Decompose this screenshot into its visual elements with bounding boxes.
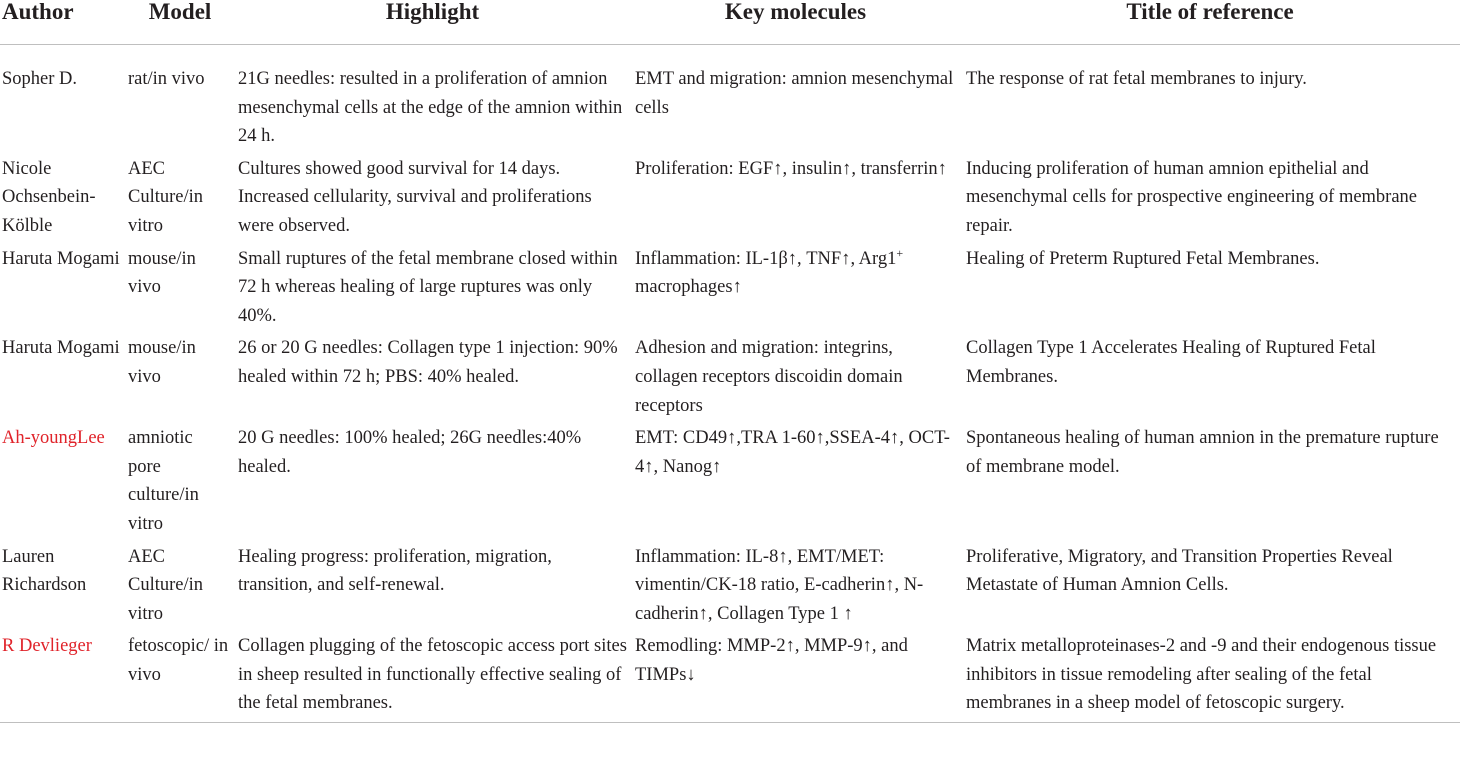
- model-cell: rat/in vivo: [128, 69, 205, 89]
- key-molecules-cell: [631, 245, 960, 335]
- author-link[interactable]: R Devlieger: [2, 636, 92, 657]
- key-molecules-cell: Adhesion and migration: integrins, collagen receptors discoidin domain receptors: [635, 338, 903, 416]
- table-row: [0, 334, 1460, 424]
- key-molecules-cell: Remodling: MMP-2↑, MMP-9↑, and TIMPs↓: [631, 632, 960, 722]
- key-molecules-cell: Inflammation: IL-8↑, EMT/MET: vimentin/CK-18 ratio, E-cadherin↑, N-cadherin↑, Collagen Type 1 ↑: [635, 546, 924, 624]
- author-cell: Haruta Mogami: [2, 338, 120, 359]
- author-cell: [0, 424, 126, 542]
- model-cell: fetoscopic/ in vivo: [126, 632, 234, 722]
- header-highlight: Highlight: [234, 0, 631, 45]
- highlight-cell: 26 or 20 G needles: Collagen type 1 injection: 90% healed within 72 h; PBS: 40% healed.: [238, 338, 618, 387]
- reference-title-cell: Healing of Preterm Ruptured Fetal Membranes.: [966, 248, 1320, 269]
- key-molecules-text-tail: macrophages↑: [635, 277, 742, 298]
- header-title-of-reference: Title of reference: [960, 0, 1460, 45]
- author-cell: Sopher D.: [2, 69, 78, 89]
- key-molecules-cell: EMT: CD49↑,TRA 1-60↑,SSEA-4↑, OCT-4↑, Nanog↑: [635, 428, 950, 477]
- reference-title-cell: Proliferative, Migratory, and Transition Properties Reveal Metastate of Human Amnion Cells.: [966, 546, 1393, 596]
- author-cell: Lauren Richardson: [2, 546, 87, 596]
- reference-title-cell: Inducing proliferation of human amnion epithelial and mesenchymal cells for prospective engineering of membrane repair.: [966, 158, 1418, 236]
- highlight-cell: 20 G needles: 100% healed; 26G needles:40% healed.: [238, 428, 582, 477]
- author-cell: Haruta Mogami: [2, 248, 120, 269]
- model-cell: mouse/in vivo: [128, 248, 196, 298]
- table-row: [0, 424, 1460, 542]
- highlight-cell: Healing progress: proliferation, migration, transition, and self-renewal.: [238, 546, 552, 596]
- header-author: Author: [0, 0, 126, 45]
- superscript-plus: +: [896, 245, 904, 260]
- key-molecules-cell: Proliferation: EGF↑, insulin↑, transferrin↑: [635, 158, 947, 179]
- reference-title-cell: Collagen Type 1 Accelerates Healing of Ruptured Fetal Membranes.: [966, 338, 1376, 387]
- author-cell: [0, 632, 126, 722]
- table-row: [0, 45, 1460, 155]
- highlight-cell: 21G needles: resulted in a proliferation of amnion mesenchymal cells at the edge of the amnion within 24 h.: [238, 69, 623, 147]
- reference-title-cell: The response of rat fetal membranes to injury.: [966, 69, 1307, 89]
- model-cell: amniotic pore culture/in vitro: [128, 428, 199, 534]
- header-row: [0, 0, 1460, 45]
- highlight-cell: Small ruptures of the fetal membrane closed within 72 h whereas healing of large ruptures was only 40%.: [238, 248, 618, 326]
- key-molecules-cell: EMT and migration: amnion mesenchymal cells: [635, 69, 954, 118]
- reference-title-cell: Matrix metalloproteinases-2 and -9 and their endogenous tissue inhibitors in tissue remodeling after sealing of the fetal membranes in a sheep model of fetoscopic surgery.: [960, 632, 1460, 722]
- model-cell: AEC Culture/in vitro: [128, 158, 204, 236]
- model-cell: AEC Culture/in vitro: [128, 546, 204, 624]
- author-cell: Nicole Ochsenbein-Kölble: [2, 158, 96, 236]
- table-row: [0, 543, 1460, 633]
- author-link[interactable]: Ah-youngLee: [2, 428, 105, 449]
- header-key-molecules: Key molecules: [631, 0, 960, 45]
- table-row: [0, 155, 1460, 245]
- model-cell: mouse/in vivo: [128, 338, 196, 387]
- key-molecules-text: Inflammation: IL-1β↑, TNF↑, Arg1: [635, 248, 897, 269]
- table-row: [0, 245, 1460, 335]
- reference-title-cell: Spontaneous healing of human amnion in the premature rupture of membrane model.: [966, 428, 1439, 477]
- header-model: Model: [126, 0, 234, 45]
- highlight-cell: Cultures showed good survival for 14 days. Increased cellularity, survival and proliferations were observed.: [238, 158, 592, 236]
- table-row: [0, 632, 1460, 722]
- highlight-cell: Collagen plugging of the fetoscopic access port sites in sheep resulted in functionally effective sealing of the fetal membranes.: [234, 632, 631, 722]
